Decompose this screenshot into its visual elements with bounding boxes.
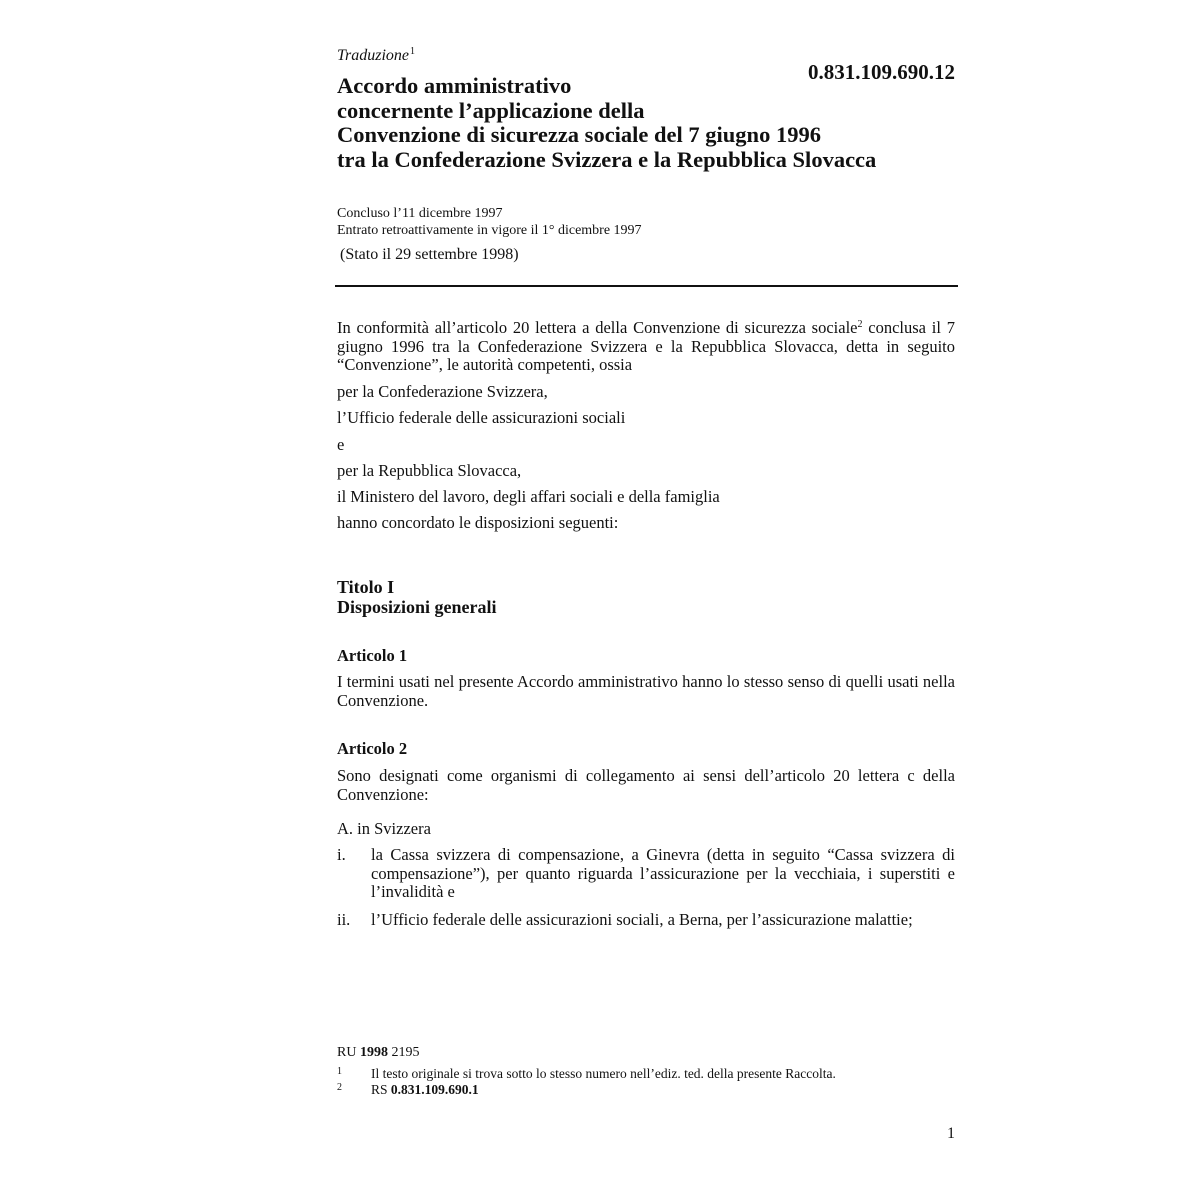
footnote-2 xyxy=(337,1083,957,1098)
preamble-line: hanno concordato le disposizioni seguenti: xyxy=(337,513,619,532)
preamble-line: e xyxy=(337,435,345,454)
footnote-text: Il testo originale si trova sotto lo stesso numero nell’ediz. ted. della presente Raccolta. xyxy=(371,1066,836,1081)
preamble-line: per la Confederazione Svizzera, xyxy=(337,382,548,401)
preamble-line: il Ministero del lavoro, degli affari sociali e della famiglia xyxy=(337,487,720,506)
footnote-number: 1 xyxy=(337,1066,342,1077)
sr-link[interactable]: 0.831.109.690.1 xyxy=(390,1082,479,1097)
list-item-text: l’Ufficio federale delle assicurazioni sociali, a Berna, per l’assicurazione malattie; xyxy=(371,910,913,929)
footnote-ref-1[interactable]: 1 xyxy=(410,46,416,57)
header-divider xyxy=(335,285,958,287)
list-item-number: ii. xyxy=(337,910,351,929)
sr-number: 0.831.109.690.12 xyxy=(808,60,955,84)
footnote-1 xyxy=(337,1067,957,1082)
translation-label: Traduzione$^1$ xyxy=(337,46,416,64)
document-title xyxy=(337,74,957,172)
title-line: tra la Confederazione Svizzera e la Repubblica Slovacca xyxy=(337,146,877,172)
article-2-text: Sono designati come organismi di collegamento ai sensi dell’articolo 20 lettera c della Convenzione: xyxy=(337,766,955,804)
article-1-text: I termini usati nel presente Accordo amministrativo hanno lo stesso senso di quelli usati nella Convenzione. xyxy=(337,672,955,710)
page-number: 1 xyxy=(947,1125,955,1142)
title-subheading: Disposizioni generali xyxy=(337,597,497,617)
title-line: Convenzione di sicurezza sociale del 7 giugno 1996 xyxy=(337,122,821,147)
article-2-heading: Articolo 2 xyxy=(337,739,408,758)
list-item xyxy=(337,911,955,930)
footnote-text: RS 0.831.109.690.1 xyxy=(371,1082,479,1097)
footnote-ref-2[interactable]: 2 xyxy=(857,319,863,330)
list-item xyxy=(337,846,955,902)
title-line: Accordo amministrativo xyxy=(337,73,572,98)
title-heading: Titolo I xyxy=(337,577,395,597)
entry-into-force: Entrato retroattivamente in vigore il 1° dicembre 1997 xyxy=(337,223,642,238)
list-item-text: la Cassa svizzera di compensazione, a Ginevra (detta in seguito “Cassa svizzera di compensazione”), per quanto riguarda l’assicurazione per la vecchiaia, i superstiti e l’invalidità e xyxy=(371,845,955,901)
footnote-number: 2 xyxy=(337,1082,342,1093)
article-2-subheading: A. in Svizzera xyxy=(337,819,431,838)
list-item-number: i. xyxy=(337,845,346,864)
preamble-line: per la Repubblica Slovacca, xyxy=(337,461,522,480)
preamble-intro: In conformità all’articolo 20 lettera a della Convenzione di sicurezza sociale$^2$ conclusa il 7 giugno 1996 tra la Confederazione Svizzera e la Repubblica Slovacca, detta in seguito “Convenzione”, le autorità competenti, ossia xyxy=(337,318,955,374)
concluded-date: Concluso l’11 dicembre 1997 xyxy=(337,206,503,221)
title-line: concernente l’applicazione della xyxy=(337,97,645,123)
status-date: (Stato il 29 settembre 1998) xyxy=(340,246,519,263)
article-1-heading: Articolo 1 xyxy=(337,646,408,665)
ru-reference: RU 1998 2195 xyxy=(337,1045,420,1060)
preamble-line: l’Ufficio federale delle assicurazioni sociali xyxy=(337,408,626,427)
